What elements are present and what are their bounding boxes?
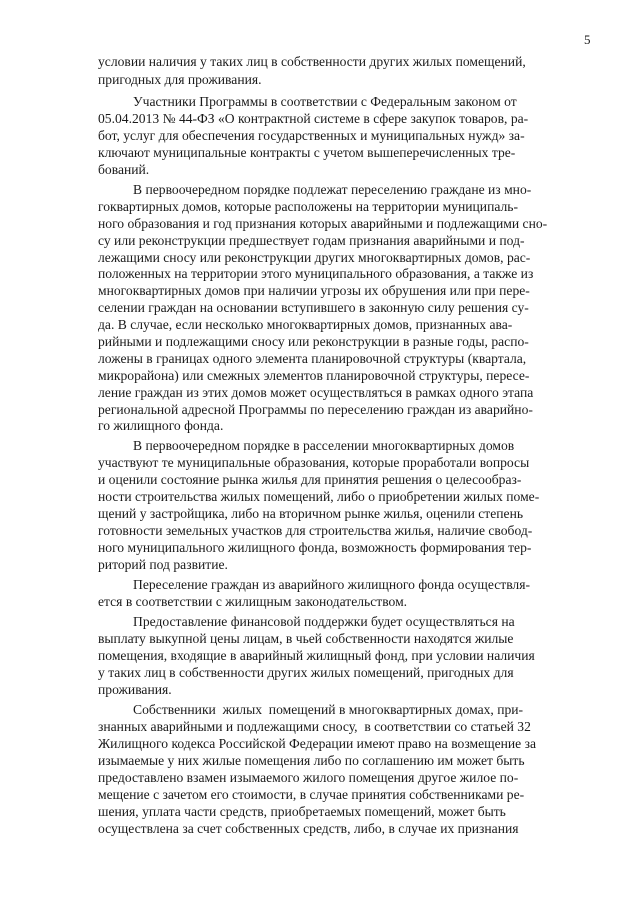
text-line: су или реконструкции предшествует годам признания аварийными и под- (98, 233, 525, 248)
text-line: у таких лиц в собственности других жилых помещений, пригодных для (98, 665, 514, 680)
text-line: лежащими сносу или реконструкции других многоквартирных домов, рас- (98, 250, 531, 265)
text-line: ного образования и год признания которых аварийными и подлежащими сно- (98, 216, 548, 231)
text-line: участвуют те муниципальные образования, которые проработали вопросы (98, 455, 530, 470)
text-line: Собственники жилых помещений в многоквартирных домах, при- (133, 702, 524, 717)
text-line: микрорайона) или смежных элементов планировочной структуры, пересе- (98, 368, 530, 383)
text-line: положенных на территории этого муниципального образования, а также из (98, 266, 534, 281)
text-line: Переселение граждан из аварийного жилищного фонда осуществля- (133, 577, 530, 592)
text-line: мещение с зачетом его стоимости, в случае принятия собственниками ре- (98, 787, 525, 802)
text-line: В первоочередном порядке в расселении многоквартирных домов (133, 438, 515, 453)
text-line: проживания. (98, 682, 172, 697)
text-line: знанных аварийными и подлежащими сносу, в соответствии со статьей 32 (98, 719, 531, 734)
text-line: ложены в границах одного элемента планировочной структуры (квартала, (98, 351, 527, 366)
text-line: ление граждан из этих домов может осуществляться в рамках одного этапа (98, 385, 534, 400)
text-line: готовности земельных участков для строительства жилья, наличие свобод- (98, 523, 533, 538)
text-line: селении граждан на основании вступившего в законную силу решения су- (98, 300, 529, 315)
text-line: осуществлена за счет собственных средств, либо, в случае их признания (98, 821, 519, 836)
text-line: предоставлено взамен изымаемого жилого помещения другое жилое по- (98, 770, 519, 785)
text-line: выплату выкупной цены лицам, в чьей собственности находятся жилые (98, 631, 514, 646)
text-line: бований. (98, 162, 150, 177)
text-line: да. В случае, если несколько многоквартирных домов, признанных ава- (98, 317, 513, 332)
text-line: В первоочередном порядке подлежат переселению граждане из мно- (133, 182, 532, 197)
text-line: ключают муниципальные контракты с учетом вышеперечисленных тре- (98, 145, 516, 160)
text-line: 05.04.2013 № 44-ФЗ «О контрактной системе в сфере закупок товаров, ра- (98, 111, 529, 126)
text-line: риторий под развитие. (98, 557, 228, 572)
page-number: 5 (584, 32, 591, 47)
text-line: ется в соответствии с жилищным законодательством. (98, 594, 408, 609)
text-line: и оценили состояние рынка жилья для принятия решения о целесообраз- (98, 472, 522, 487)
text-line: пригодных для проживания. (98, 72, 262, 87)
text-line: помещения, входящие в аварийный жилищный фонд, при условии наличия (98, 648, 535, 663)
text-line: бот, услуг для обеспечения государственных и муниципальных нужд» за- (98, 128, 525, 143)
text-line: Участники Программы в соответствии с Федеральным законом от (133, 94, 517, 109)
text-line: условии наличия у таких лиц в собственности других жилых помещений, (98, 54, 526, 69)
text-line: щений у застройщика, либо на вторичном рынке жилья, оценили степень (98, 506, 524, 521)
text-line: региональной адресной Программы по переселению граждан из аварийно- (98, 402, 533, 417)
text-line: ного муниципального жилищного фонда, возможность формирования тер- (98, 540, 532, 555)
text-line: ности строительства жилых помещений, либо о приобретении жилых поме- (98, 489, 540, 504)
text-line: шения, уплата части средств, приобретаемых помещений, может быть (98, 804, 506, 819)
text-line: Предоставление финансовой поддержки будет осуществляться на (133, 614, 515, 629)
text-line: рийными и подлежащими сносу или реконструкции в разные годы, распо- (98, 334, 529, 349)
text-line: многоквартирных домов при наличии угрозы их обрушения или при пере- (98, 283, 530, 298)
text-line: гоквартирных домов, которые расположены на территории муниципаль- (98, 199, 519, 214)
text-line: Жилищного кодекса Российской Федерации имеют право на возмещение за (98, 736, 537, 751)
text-line: го жилищного фонда. (98, 418, 224, 433)
text-line: изымаемые у них жилые помещения либо по соглашению им может быть (98, 753, 525, 768)
